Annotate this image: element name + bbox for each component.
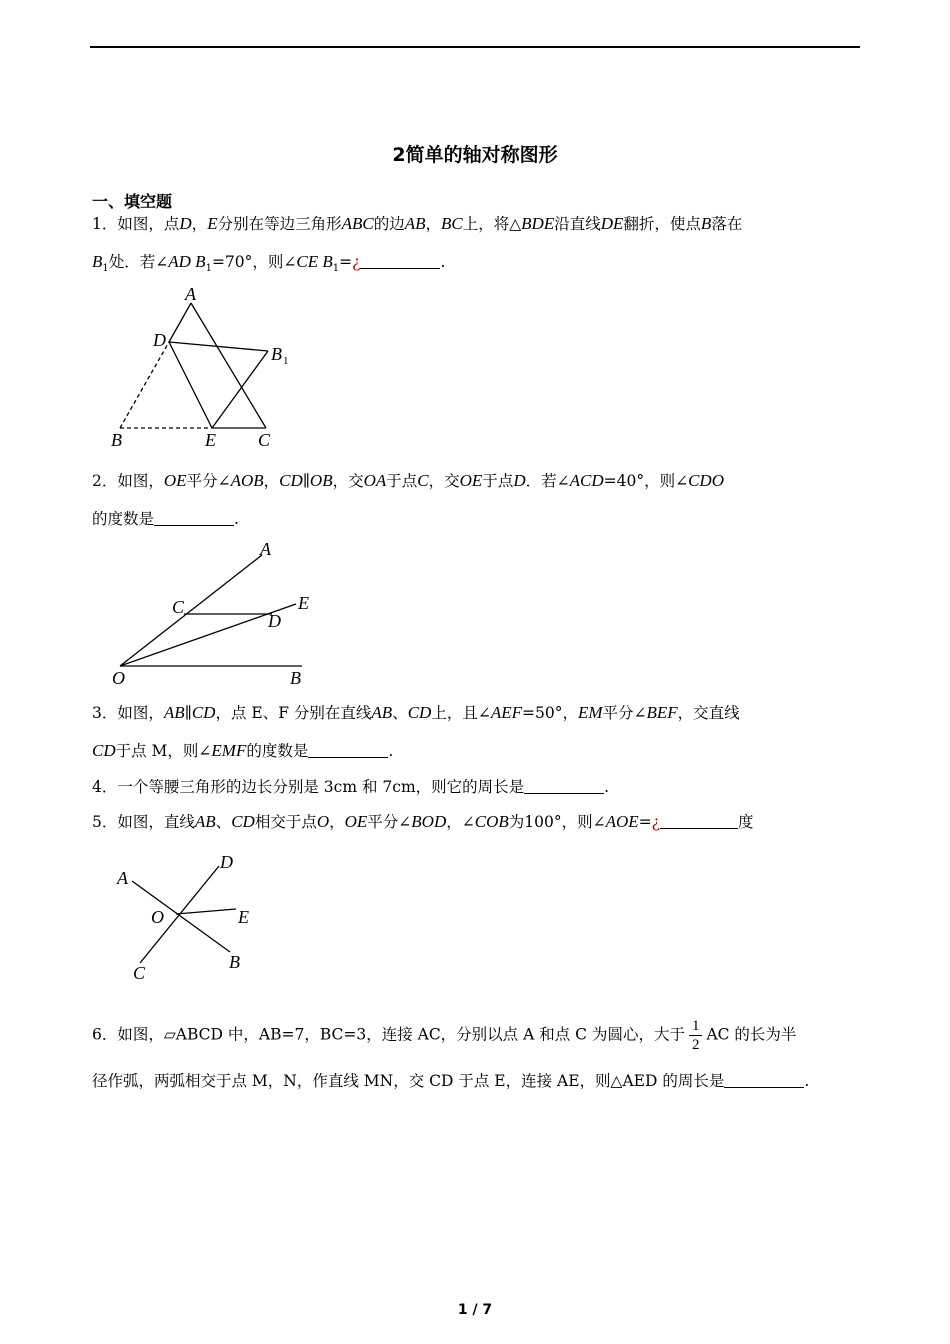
q1-var: BC [441, 214, 463, 233]
fig1-label-e: E [205, 430, 216, 450]
q4-text: 一个等腰三角形的边长分别是 3cm 和 7cm，则它的周长是 [117, 778, 525, 796]
q3-var: AEF [490, 703, 522, 722]
fig2-label-e: E [298, 593, 309, 613]
q2-var: D [513, 471, 526, 490]
q5-text: 如图，直线 [117, 813, 195, 831]
q3-number: 3． [92, 704, 118, 722]
section-heading: 一、填空题 [92, 192, 173, 211]
fig5-ray-oe [176, 909, 236, 914]
fig5-label-a: A [117, 868, 128, 888]
q2-var: ACD [569, 471, 604, 490]
fig5-label-b: B [229, 952, 240, 972]
q3-var: CD [407, 703, 432, 722]
q5-mark: ¿ [651, 813, 660, 831]
q6-text: AC 的长为半 [706, 1025, 797, 1044]
q1-text: =70°，则∠ [211, 253, 297, 271]
q4-text: . [604, 778, 610, 796]
q1-text: 的边 [373, 215, 405, 233]
q1-mark: ¿ [352, 253, 361, 271]
q2-text: ∥ [302, 472, 310, 490]
q6-text: 如图，▱ABCD 中，AB=7，BC=3，连接 AC，分别以点 A 和点 C 为圆心，大于 [117, 1025, 685, 1044]
q5-var: O [316, 812, 330, 831]
q1-var: ABC [341, 214, 374, 233]
q1-text: 落在 [711, 215, 743, 233]
q5-text: ， [329, 813, 345, 831]
fig5-label-e: E [238, 907, 249, 927]
q1-var: B [700, 214, 712, 233]
q6-text: 径作弧，两弧相交于点 M，N，作直线 MN，交 CD 于点 E，连接 AE，则△AED 的周长是 [92, 1072, 725, 1090]
q3-text: 如图， [117, 704, 164, 722]
q5-text: = [638, 813, 652, 831]
q2-text: ， [263, 472, 280, 490]
q3-text: ∥ [184, 704, 192, 722]
q5-text: 为100°，则∠ [508, 813, 606, 831]
q5-text: 平分∠ [367, 813, 412, 831]
q1-var: DE [600, 214, 624, 233]
q2-var: OB [309, 471, 333, 490]
q1-text: . [440, 253, 446, 271]
q1-var: B [92, 252, 103, 271]
q5-var: OE [344, 812, 368, 831]
q2-var: OE [459, 471, 483, 490]
fig1-label-b: B [111, 430, 122, 450]
q2-var: C [417, 471, 429, 490]
q5-text: ，∠ [446, 813, 475, 831]
q1-text: ， [425, 215, 442, 233]
q3-text: 上，且∠ [431, 704, 491, 722]
q5-var: COB [474, 812, 509, 831]
q1-var: BDE [521, 214, 555, 233]
q6-line1 [92, 1017, 796, 1054]
fig2-label-d: D [268, 611, 281, 631]
q3-text: ，点 E、F 分别在直线 [215, 704, 372, 722]
fig1-label-d: D [153, 330, 166, 350]
q1-var: CE B [296, 252, 333, 271]
fig2-label-o: O [112, 668, 125, 688]
q6-fraction-denominator: 2 [691, 1037, 700, 1053]
fig2-label-a: A [260, 539, 271, 559]
fig1-label-a: A [185, 284, 196, 304]
q6-line2 [92, 1070, 809, 1092]
q1-text: 翻折，使点 [623, 215, 701, 233]
q6-fraction-numerator: 1 [689, 1017, 703, 1036]
q1-subscript: 1 [205, 263, 212, 275]
q1-text: 沿直线 [554, 215, 601, 233]
q2-text: . [234, 510, 239, 528]
q1-var: E [207, 214, 218, 233]
q5-text: 、 [215, 813, 232, 831]
q2-var: AOB [230, 471, 264, 490]
q5-var: AOE [605, 812, 639, 831]
q1-text: 分别在等边三角形 [217, 215, 342, 233]
q3-text: . [388, 742, 394, 760]
q2-text: =40°，则∠ [603, 472, 689, 490]
q3-var: BEF [646, 703, 678, 722]
fig2-label-b: B [290, 668, 301, 688]
fig1-label-c: C [258, 430, 271, 450]
q5-text: 度 [737, 813, 754, 831]
q2-text: ，交 [332, 472, 364, 490]
q6-fraction [689, 1017, 703, 1054]
q2-var: OE [163, 471, 187, 490]
q5-text: 相交于点 [254, 813, 317, 831]
q2-text: 于点 [386, 472, 418, 490]
q1-text: 上，将△ [462, 215, 522, 233]
fig1-label-b1: B [271, 344, 282, 364]
q2-text: 如图， [117, 472, 164, 490]
q2-var: CDO [688, 471, 724, 490]
fig5-line-ab [132, 881, 230, 952]
q1-text: 如图，点 [117, 215, 180, 233]
q2-text: ，交 [428, 472, 460, 490]
q1-number: 1． [92, 215, 118, 233]
q3-text: 的度数是 [246, 742, 309, 760]
q3-var: EMF [211, 741, 247, 760]
page-title: 2简单的轴对称图形 [392, 144, 558, 166]
q1-text: 处．若∠ [108, 253, 169, 271]
q3-text: =50°， [521, 704, 578, 722]
page-number: 1 / 7 [457, 1302, 493, 1318]
q2-text: 的度数是 [92, 510, 155, 528]
q3-var: CD [92, 741, 116, 760]
q3-var: AB [163, 703, 185, 722]
fig5-label-c: C [133, 963, 146, 983]
q6-text: . [804, 1072, 810, 1090]
q2-text: ．若∠ [525, 472, 570, 490]
q5-var: AB [194, 812, 216, 831]
q1-subscript: 1 [332, 263, 340, 275]
q5-var: CD [231, 812, 255, 831]
q3-var: CD [191, 703, 216, 722]
q2-text: 于点 [482, 472, 514, 490]
q2-text: 平分∠ [186, 472, 231, 490]
q3-text: 平分∠ [602, 704, 647, 722]
q5-var: BOD [411, 812, 447, 831]
q1-text: ， [191, 215, 208, 233]
fig2-label-c: C [172, 597, 185, 617]
fig1-label-b1-sub: 1 [283, 355, 289, 367]
q3-var: EM [577, 703, 603, 722]
fig5-label-o: O [151, 907, 164, 927]
q1-text: = [339, 253, 353, 271]
q1-var: AB [404, 214, 426, 233]
fig5-label-d: D [220, 852, 233, 872]
q1-var: AD B [168, 252, 206, 271]
q1-var: D [179, 214, 192, 233]
q3-text: 、 [392, 704, 408, 722]
q2-var: CD [279, 471, 303, 490]
q2-var: OA [363, 471, 387, 490]
q4-number: 4． [92, 778, 118, 796]
q3-text: 于点 M，则∠ [115, 742, 212, 760]
q1-subscript: 1 [102, 263, 109, 275]
q6-number: 6． [92, 1025, 118, 1044]
q3-var: AB [371, 703, 393, 722]
q3-text: ，交直线 [677, 704, 740, 722]
q6-answer-blank[interactable] [724, 1071, 804, 1088]
q2-number: 2． [92, 472, 118, 490]
q5-number: 5． [92, 813, 118, 831]
